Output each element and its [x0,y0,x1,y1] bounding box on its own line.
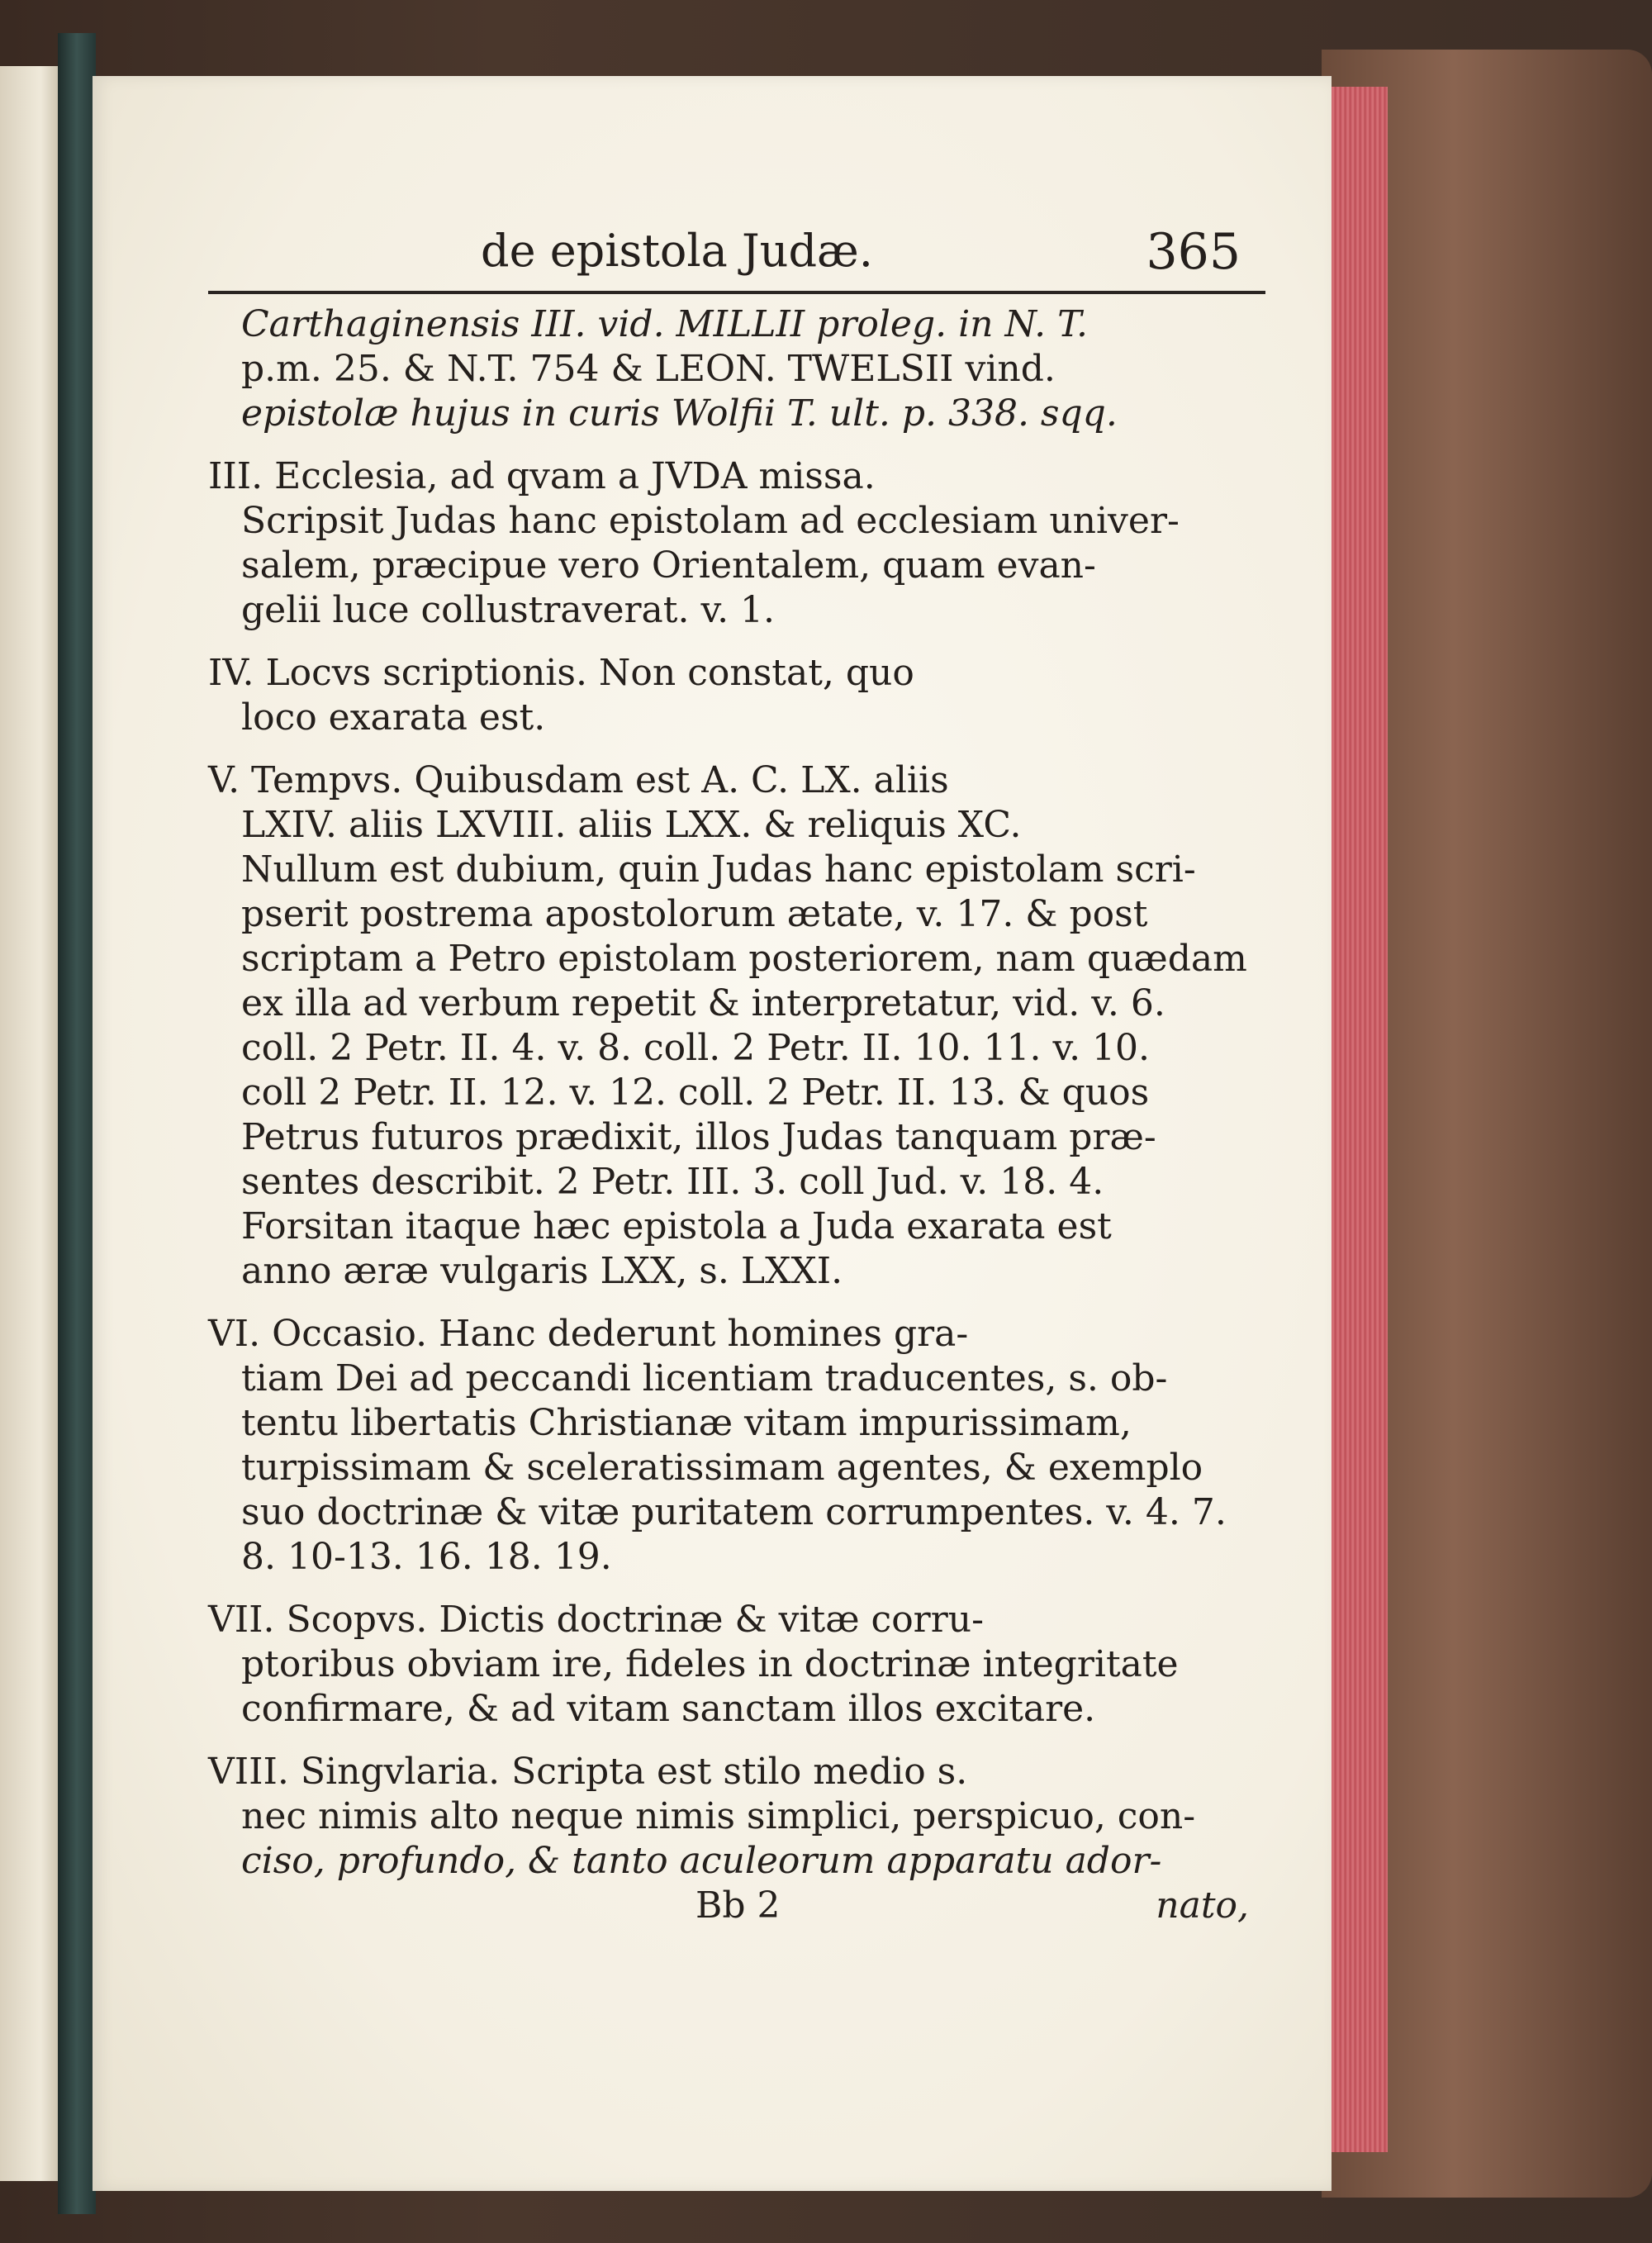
text-line: gelii luce collustraverat. v. 1. [241,589,776,631]
running-head [208,225,1265,294]
text-line: suo doctrinæ & vitæ puritatem corrumpentes. v. 4. 7. [241,1491,1227,1533]
red-page-edges [1326,87,1388,2152]
text-line: Forsitan itaque hæc epistola a Juda exarata est [241,1205,1112,1247]
text-line: tentu libertatis Christianæ vitam impurissimam, [241,1402,1132,1444]
text-line: VI. Occasio. Hanc dederunt homines gra- [208,1313,969,1355]
previous-page-edge [0,66,60,2181]
text-line: Scripsit Judas hanc epistolam ad ecclesiam univer- [241,500,1180,542]
text-line: ex illa ad verbum repetit & interpretatur, vid. v. 6. [241,982,1165,1024]
text-line: coll. 2 Petr. II. 4. v. 8. coll. 2 Petr. II. 10. 11. v. 10. [241,1027,1151,1069]
text-line: LXIV. aliis LXVIII. aliis LXX. & reliquis XC. [241,804,1022,846]
running-head-title: de epistola Judæ. [481,225,873,277]
text-block [208,225,1265,1928]
text-line: scriptam a Petro epistolam posteriorem, nam quædam [241,938,1247,980]
text-line: VIII. Singvlaria. Scripta est stilo medio s. [208,1751,968,1793]
text-line: p.m. 25. & N.T. 754 & LEON. TWELSII vind. [241,348,1056,390]
page-number: 365 [1146,223,1241,281]
page-footer [208,1884,1265,1928]
text-line: VII. Scopvs. Dictis doctrinæ & vitæ corru- [208,1599,984,1641]
text-line: 8. 10-13. 16. 18. 19. [241,1536,612,1578]
text-line: coll 2 Petr. II. 12. v. 12. coll. 2 Petr. II. 13. & quos [241,1072,1150,1114]
text-line: ptoribus obviam ire, fideles in doctrinæ integritate [241,1643,1179,1685]
text-line: confirmare, & ad vitam sanctam illos excitare. [241,1688,1096,1730]
signature-mark: Bb 2 [695,1884,781,1927]
text-line: salem, præcipue vero Orientalem, quam evan- [241,544,1096,587]
text-line: tiam Dei ad peccandi licentiam traducentes, s. ob- [241,1357,1168,1399]
body-text [208,302,1265,1884]
book-page [93,76,1332,2191]
catchword: nato, [1156,1884,1249,1927]
text-line: nec nimis alto neque nimis simplici, perspicuo, con- [241,1795,1196,1837]
text-line: loco exarata est. [241,696,546,739]
text-line: Carthaginensis III. vid. MILLII proleg. in N. T. [241,303,1089,345]
book-spine [58,33,96,2214]
text-line: ciso, profundo, & tanto aculeorum apparatu ador- [241,1840,1162,1882]
text-line: pserit postrema apostolorum ætate, v. 17. & post [241,893,1148,935]
text-line: Nullum est dubium, quin Judas hanc epistolam scri- [241,848,1196,891]
text-line: epistolæ hujus in curis Wolfii T. ult. p. 338. sqq. [241,392,1118,435]
text-line: IV. Locvs scriptionis. Non constat, quo [208,652,914,694]
text-line: turpissimam & sceleratissimam agentes, & exemplo [241,1447,1203,1489]
text-line: Petrus futuros prædixit, illos Judas tanquam præ- [241,1116,1156,1158]
text-line: anno æræ vulgaris LXX, s. LXXI. [241,1250,843,1292]
text-line: III. Ecclesia, ad qvam a JVDA missa. [208,455,876,497]
text-line: sentes describit. 2 Petr. III. 3. coll Jud. v. 18. 4. [241,1161,1104,1203]
text-line: V. Tempvs. Quibusdam est A. C. LX. aliis [208,759,949,801]
